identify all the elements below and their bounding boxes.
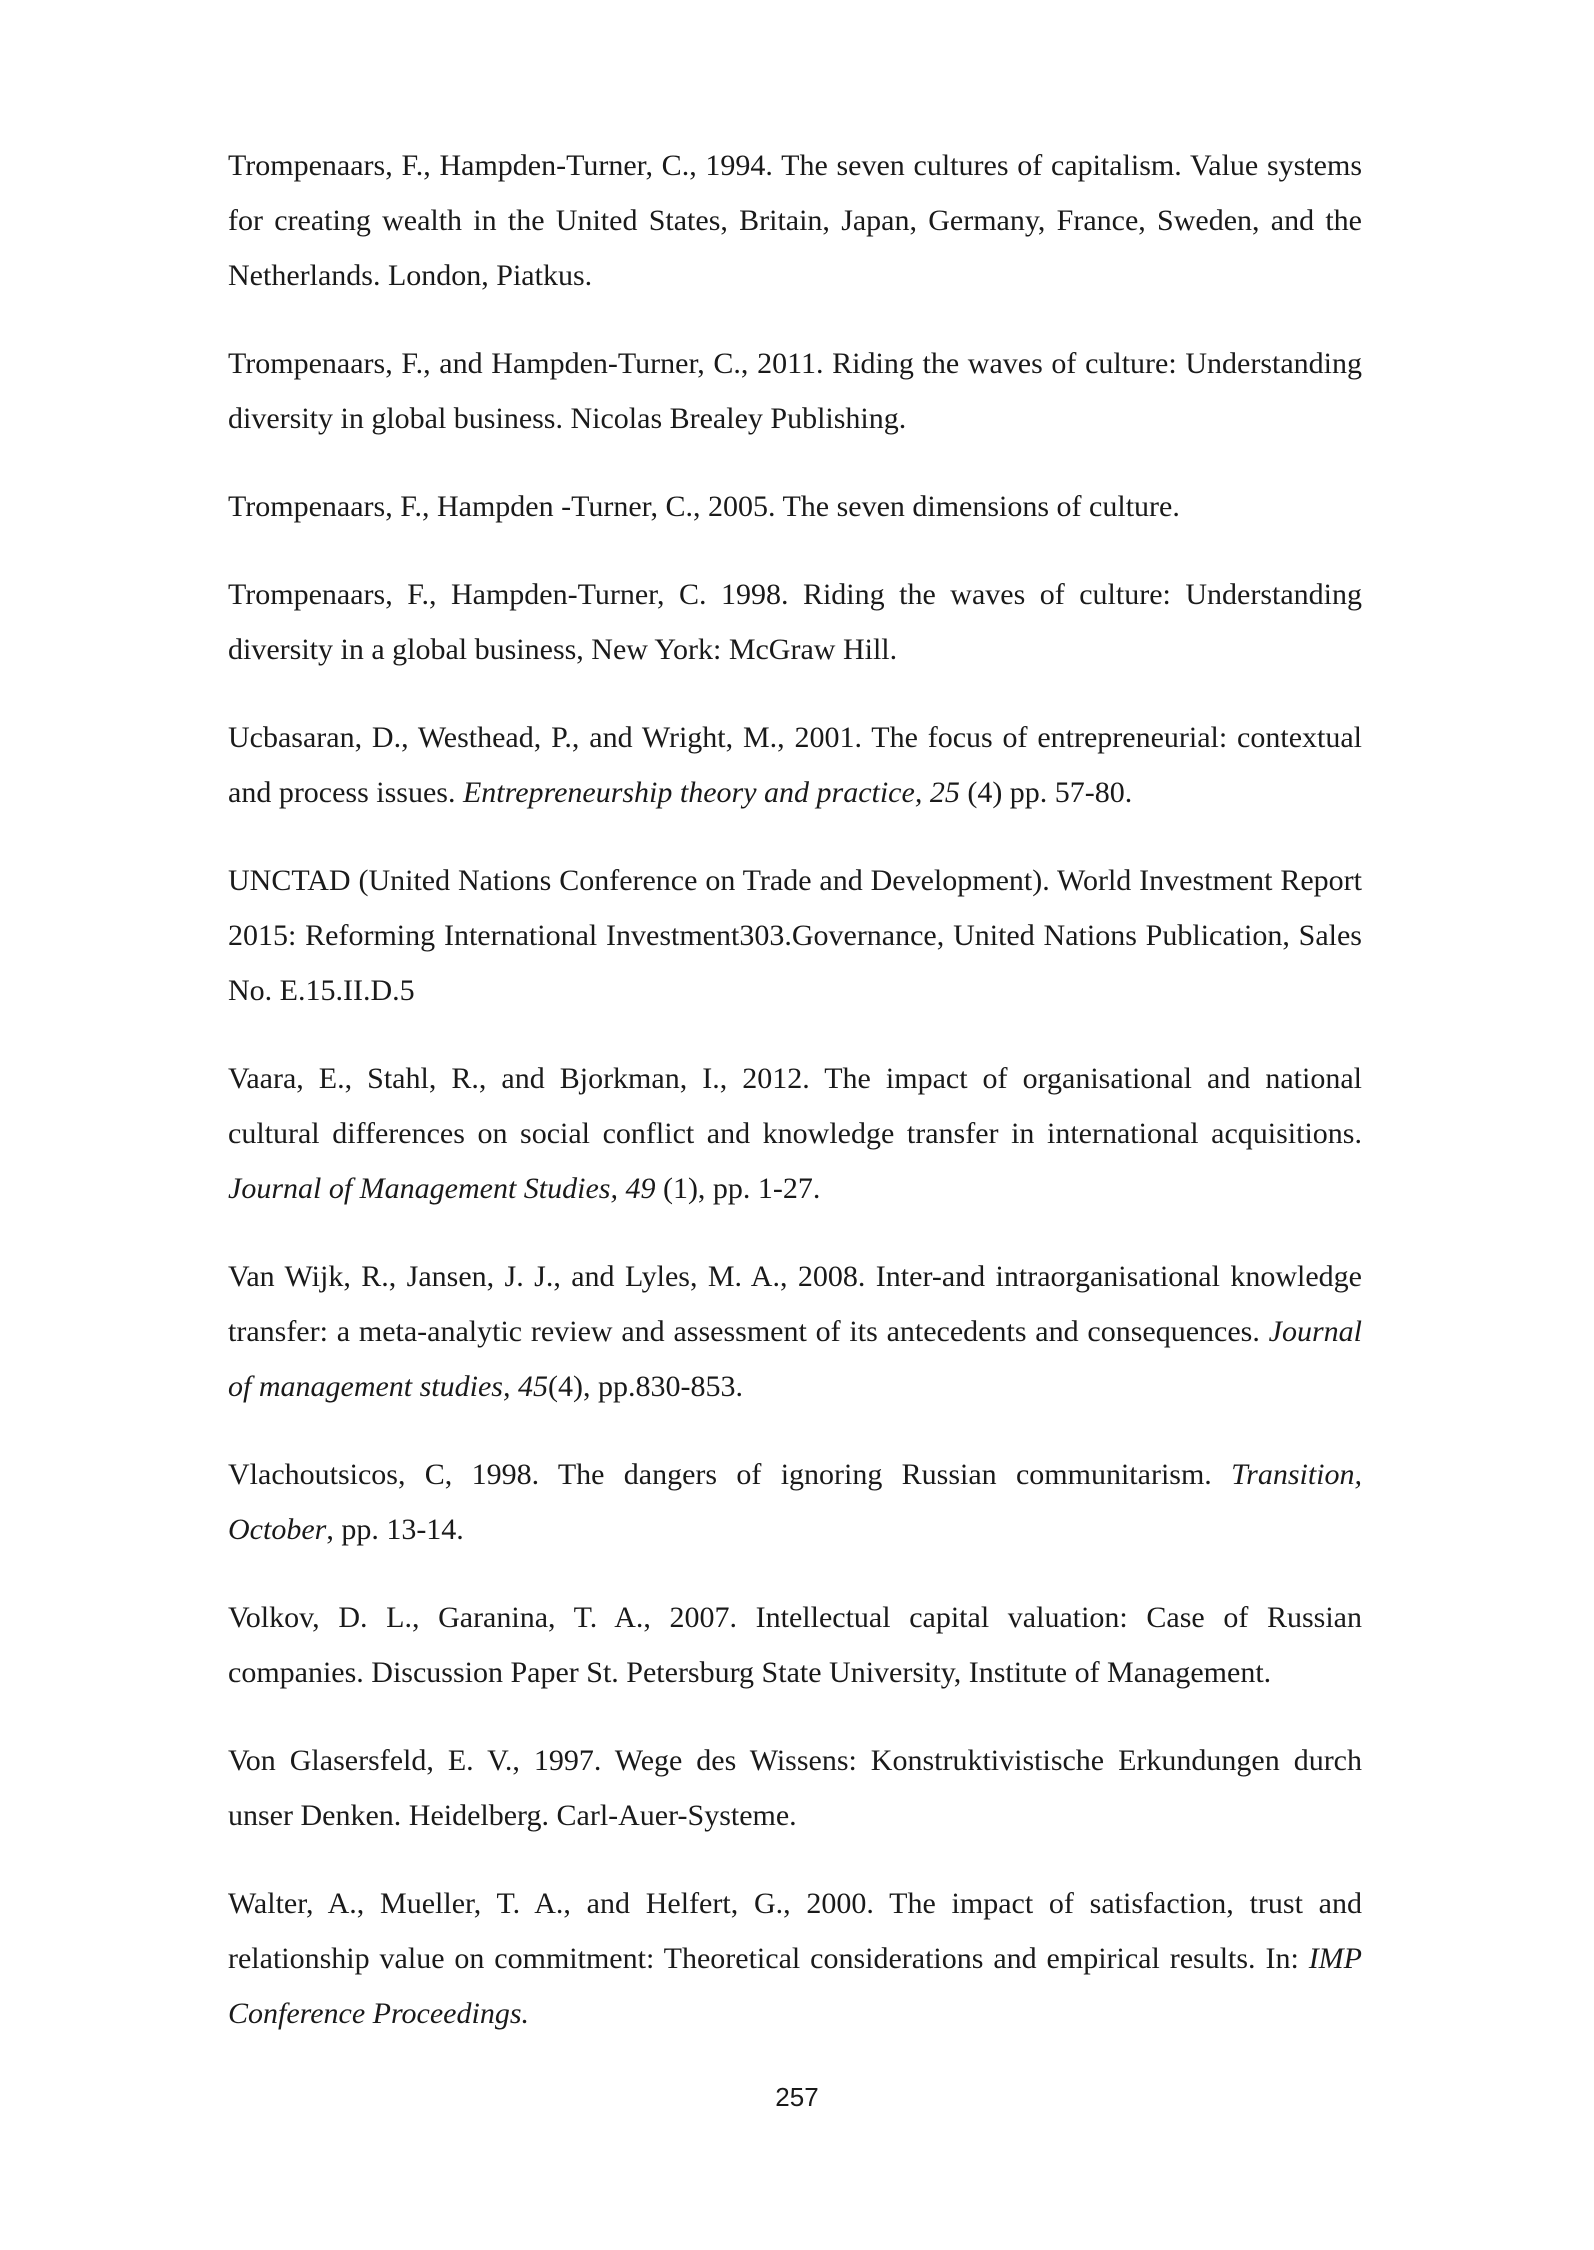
reference-text: Walter, A., Mueller, T. A., and Helfert, G., 2000. The impact of satisfaction, trust and relationship value on commitment: Theoretical considerations and empirical results. In: [228, 1887, 1362, 1975]
reference-entry: Trompenaars, F., and Hampden-Turner, C., 2011. Riding the waves of culture: Understanding diversity in global business. Nicolas Brealey Publishing. [228, 347, 1362, 435]
reference-list [228, 138, 1362, 2074]
reference-entry: Volkov, D. L., Garanina, T. A., 2007. Intellectual capital valuation: Case of Russian companies. Discussion Paper St. Petersburg State University, Institute of Management. [228, 1601, 1362, 1689]
reference-text: (4) pp. 57-80. [959, 776, 1133, 809]
reference-text: , pp. 13-14. [326, 1513, 464, 1546]
reference-entry [228, 1051, 1362, 1216]
reference-journal: Entrepreneurship theory and practice, 25 [462, 776, 960, 809]
reference-text: Ucbasaran, D., Westhead, P., and Wright, M., 2001. The focus of entrepreneurial: contextual and process issues. [228, 721, 1362, 809]
reference-entry: Trompenaars, F., Hampden-Turner, C. 1998. Riding the waves of culture: Understanding diversity in a global business, New York: McGraw Hill. [228, 578, 1362, 666]
reference-journal: Journal of Management Studies, 49 [228, 1172, 656, 1205]
reference-entry: Von Glasersfeld, E. V., 1997. Wege des Wissens: Konstruktivistische Erkundungen durch unser Denken. Heidelberg. Carl-Auer-Systeme. [228, 1744, 1362, 1832]
reference-text: (4), pp.830-853. [547, 1370, 743, 1403]
reference-text: Vlachoutsicos, C, 1998. The dangers of ignoring Russian communitarism. [228, 1458, 1232, 1491]
reference-entry: Trompenaars, F., Hampden-Turner, C., 1994. The seven cultures of capitalism. Value systems for creating wealth in the United States, Britain, Japan, Germany, France, Sweden, and the Netherlands. London, Piatkus. [228, 149, 1362, 292]
reference-journal: IMP Conference Proceedings. [228, 1942, 1362, 2030]
reference-entry: UNCTAD (United Nations Conference on Trade and Development). World Investment Report 2015: Reforming International Investment303.Governance, United Nations Publication, Sales No. E.15.II.D.5 [228, 864, 1362, 1007]
reference-text: Van Wijk, R., Jansen, J. J., and Lyles, M. A., 2008. Inter-and intraorganisational knowledge transfer: a meta-analytic review and assessment of its antecedents and consequences. [228, 1260, 1362, 1348]
reference-text: (1), pp. 1-27. [655, 1172, 821, 1205]
reference-journal: Journal of management studies, 45 [228, 1315, 1362, 1403]
reference-entry [228, 1876, 1362, 2041]
reference-entry [228, 1249, 1362, 1414]
page-number: 257 [775, 2082, 819, 2112]
reference-entry: Trompenaars, F., Hampden -Turner, C., 2005. The seven dimensions of culture. [228, 490, 1180, 523]
reference-entry [228, 1447, 1362, 1557]
reference-journal: Transition, October [228, 1458, 1362, 1546]
reference-text: Vaara, E., Stahl, R., and Bjorkman, I., 2012. The impact of organisational and national cultural differences on social conflict and knowledge transfer in international acquisitions. [228, 1062, 1362, 1150]
reference-entry [228, 710, 1362, 820]
